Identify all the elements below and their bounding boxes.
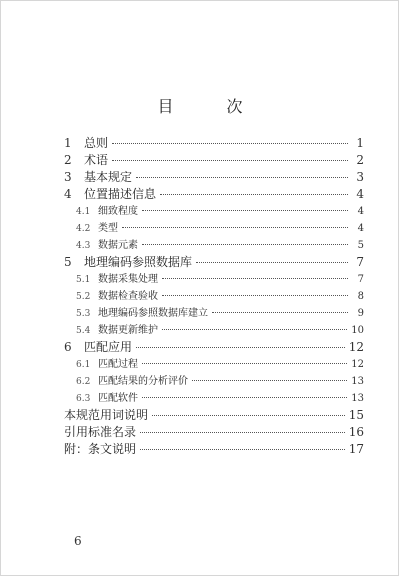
toc-entry-number: 5.1 xyxy=(76,275,91,285)
toc-entry-number: 1 xyxy=(64,136,72,150)
toc-entry[interactable] xyxy=(64,406,364,422)
toc-entry[interactable] xyxy=(64,168,364,184)
toc-entry-number: 6 xyxy=(64,340,72,354)
toc-subentry[interactable] xyxy=(76,304,364,320)
toc-entry-label: 基本规定 xyxy=(84,170,133,184)
toc-entry-page: 9 xyxy=(357,308,364,319)
toc-entry-number: 6.2 xyxy=(76,377,91,387)
toc-dot-leader xyxy=(142,363,347,364)
toc-entry-number: 4.2 xyxy=(76,224,91,234)
toc-subentry[interactable] xyxy=(76,236,364,252)
toc-entry-page: 4 xyxy=(356,187,364,201)
toc-dot-leader xyxy=(192,380,347,381)
toc-entry-label: 位置描述信息 xyxy=(84,187,157,201)
toc-entry-number: 6.3 xyxy=(76,394,91,404)
toc-dot-leader xyxy=(140,449,345,450)
toc-entry-number: 3 xyxy=(64,170,72,184)
toc-entry-page: 4 xyxy=(357,206,364,217)
toc-entry-page: 12 xyxy=(348,340,364,354)
toc-entry-label: 匹配结果的分析评价 xyxy=(98,376,188,387)
toc-subentry[interactable] xyxy=(76,270,364,286)
toc-subentry[interactable] xyxy=(76,389,364,405)
toc-entry-label: 数据更新维护 xyxy=(98,325,158,336)
toc-dot-leader xyxy=(162,295,348,296)
toc-entry[interactable] xyxy=(64,134,364,150)
toc-entry-label: 地理编码参照数据库 xyxy=(84,255,193,269)
toc-entry-page: 15 xyxy=(348,408,364,422)
toc-entry-number: 4 xyxy=(64,187,72,201)
toc-entry-page: 10 xyxy=(351,325,364,336)
toc-entry-number: 2 xyxy=(64,153,72,167)
toc-entry-label: 细致程度 xyxy=(98,206,138,217)
toc-dot-leader xyxy=(162,329,347,330)
toc-entry[interactable] xyxy=(64,440,364,456)
toc-entry-label: 匹配过程 xyxy=(98,359,138,370)
toc-entry[interactable] xyxy=(64,151,364,167)
toc-subentry[interactable] xyxy=(76,202,364,218)
toc-entry-page: 16 xyxy=(348,425,364,439)
toc-subentry[interactable] xyxy=(76,372,364,388)
toc-entry-page: 4 xyxy=(357,223,364,234)
toc-dot-leader xyxy=(122,227,348,228)
toc-entry-page: 7 xyxy=(357,274,364,285)
toc-dot-leader xyxy=(136,177,348,178)
toc-entry-label: 本规范用词说明 xyxy=(64,408,149,422)
toc-entry-page: 7 xyxy=(356,255,364,269)
page-number: 6 xyxy=(74,534,82,548)
toc-dot-leader xyxy=(152,415,345,416)
toc-entry-page: 5 xyxy=(357,240,364,251)
toc-entry-label: 匹配应用 xyxy=(84,340,133,354)
toc-entry[interactable] xyxy=(64,423,364,439)
toc-entry-label: 总则 xyxy=(84,136,109,150)
toc-dot-leader xyxy=(162,278,348,279)
toc-dot-leader xyxy=(112,160,348,161)
toc-entry[interactable] xyxy=(64,253,364,269)
toc-dot-leader xyxy=(160,194,348,195)
toc-entry[interactable] xyxy=(64,338,364,354)
toc-entry-page: 12 xyxy=(351,359,364,370)
toc-entry-number: 6.1 xyxy=(76,360,91,370)
toc-subentry[interactable] xyxy=(76,321,364,337)
toc-subentry[interactable] xyxy=(76,355,364,371)
toc-entry-label: 附：条文说明 xyxy=(64,442,137,456)
toc-entry-page: 17 xyxy=(348,442,364,456)
page-title: 目 次 xyxy=(157,97,267,116)
toc-entry-number: 5.2 xyxy=(76,292,91,302)
toc-entry-number: 4.3 xyxy=(76,241,91,251)
toc-dot-leader xyxy=(142,397,347,398)
toc-entry-number: 4.1 xyxy=(76,207,91,217)
toc-dot-leader xyxy=(136,347,345,348)
toc-entry-page: 2 xyxy=(356,153,364,167)
toc-entry-page: 13 xyxy=(351,376,364,387)
toc-entry-label: 匹配软件 xyxy=(98,393,138,404)
toc-entry-label: 数据元素 xyxy=(98,240,138,251)
toc-entry-page: 3 xyxy=(356,170,364,184)
toc-subentry[interactable] xyxy=(76,287,364,303)
toc-subentry[interactable] xyxy=(76,219,364,235)
toc-entry-label: 术语 xyxy=(84,153,109,167)
toc-entry-label: 引用标准名录 xyxy=(64,425,137,439)
toc-dot-leader xyxy=(212,312,348,313)
toc-dot-leader xyxy=(112,143,348,144)
toc-entry-number: 5 xyxy=(64,255,72,269)
toc-entry-label: 地理编码参照数据库建立 xyxy=(98,308,208,319)
toc-entry-number: 5.4 xyxy=(76,326,91,336)
toc-entry-label: 数据检查验收 xyxy=(98,291,158,302)
toc-entry-page: 1 xyxy=(356,136,364,150)
toc-entry-label: 类型 xyxy=(98,223,118,234)
toc-dot-leader xyxy=(140,432,345,433)
toc-entry-label: 数据采集处理 xyxy=(98,274,158,285)
toc-entry-page: 8 xyxy=(357,291,364,302)
toc-entry-number: 5.3 xyxy=(76,309,91,319)
toc-entry[interactable] xyxy=(64,185,364,201)
toc-dot-leader xyxy=(196,262,348,263)
toc-dot-leader xyxy=(142,210,348,211)
toc-entry-page: 13 xyxy=(351,393,364,404)
toc-dot-leader xyxy=(142,244,348,245)
